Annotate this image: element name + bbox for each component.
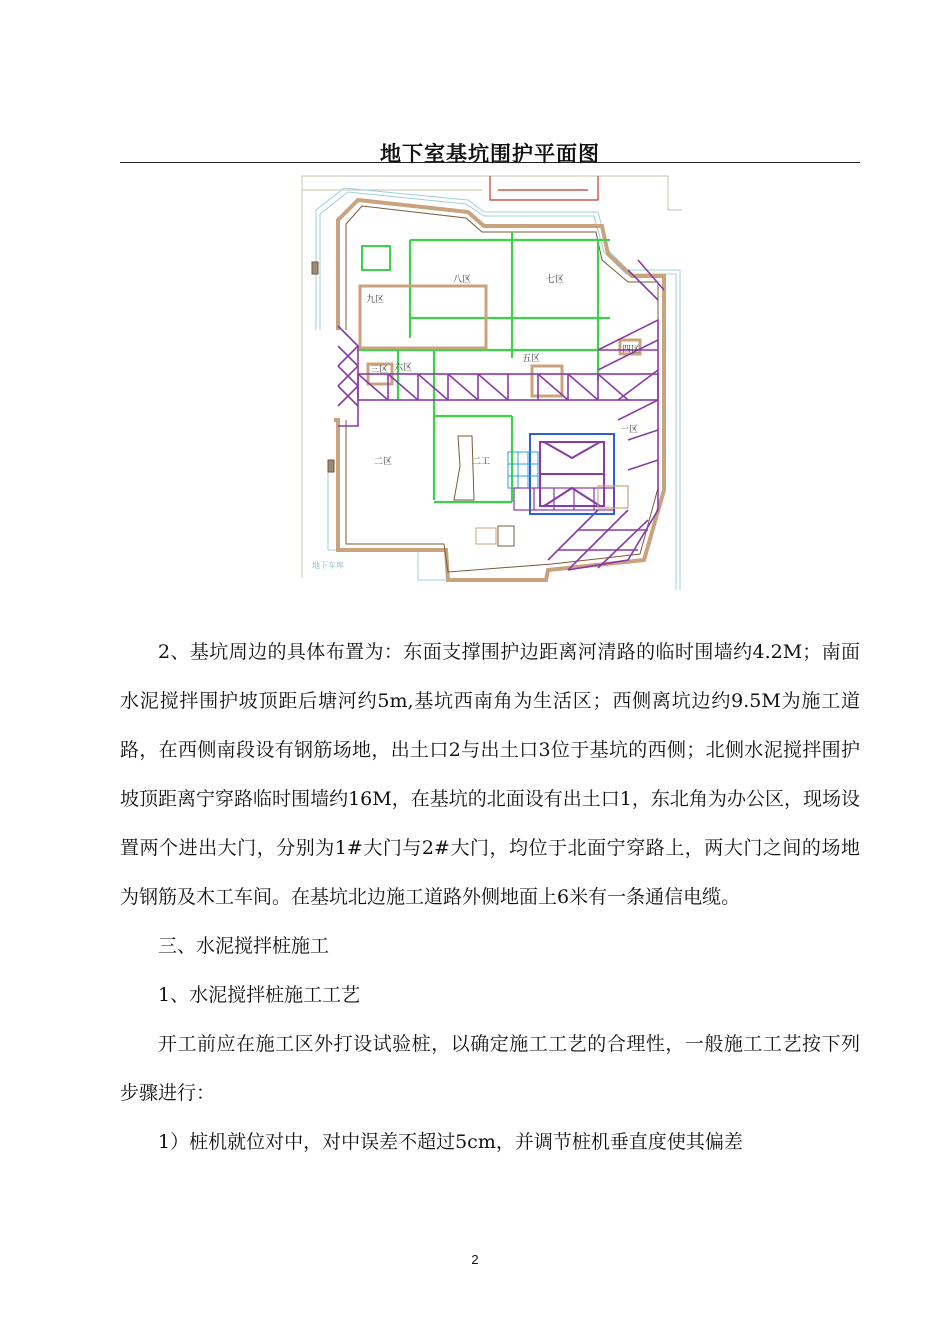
paragraph-step-1: 1）桩机就位对中，对中误差不超过5cm，并调节桩机垂直度使其偏差 (158, 1131, 743, 1153)
title-underline (120, 162, 860, 163)
paragraph-site-layout: 2、基坑周边的具体布置为：东面支撑围护边距离河清路的临时围墙约4.2M；南面水泥搅拌围护坡顶距后塘河约5m,基坑西南角为生活区；西侧离坑边约9.5M为施工道路，在西侧南段设有钢筋场地，出土口2与出土口3位于基坑的西侧；北侧水泥搅拌围护坡顶距离宁穿路临时围墙约16M，在基坑的北面设有出土口1，东北角为办公区，现场设置两个进出大门，分别为1#大门与2#大门，均位于北面宁穿路上，两大门之间的场地为钢筋及木工车间。在基坑北边施工道路外侧地面上6米有一条通信电缆。 (120, 641, 860, 908)
inner-ring-structure (530, 434, 614, 514)
site-boundary (302, 176, 682, 578)
zone-label-7: 七区 (546, 275, 565, 285)
zone-label-3: 三区 (370, 365, 389, 375)
zone-label-8: 八区 (453, 275, 472, 285)
wall-inner-line (346, 206, 658, 572)
zone-label-1: 一区 (620, 425, 639, 435)
body-text (120, 628, 860, 1167)
subsection-heading-1: 1、水泥搅拌桩施工工艺 (158, 984, 361, 1006)
zone-label-6: 六区 (394, 363, 413, 373)
paragraph-trial-pile: 开工前应在施工区外打设试验桩，以确定施工工艺的合理性，一般施工工艺按下列步骤进行： (120, 1033, 860, 1104)
zone-label-5: 五区 (522, 354, 541, 364)
zone-label-2: 二区 (374, 457, 393, 467)
zone-label-4: 四区 (622, 345, 641, 355)
gate-markers (490, 176, 598, 200)
zone-label-9: 九区 (366, 295, 385, 305)
foundation-pit-plan-drawing (298, 170, 686, 590)
figure-title: 地下室基坑围护平面图 (380, 142, 600, 166)
bottom-note: 地下车库 (312, 561, 344, 570)
section-heading-3: 三、水泥搅拌桩施工 (158, 935, 330, 957)
zone-label-2gong: 二工 (472, 457, 491, 467)
page-number: 2 (471, 1252, 479, 1267)
